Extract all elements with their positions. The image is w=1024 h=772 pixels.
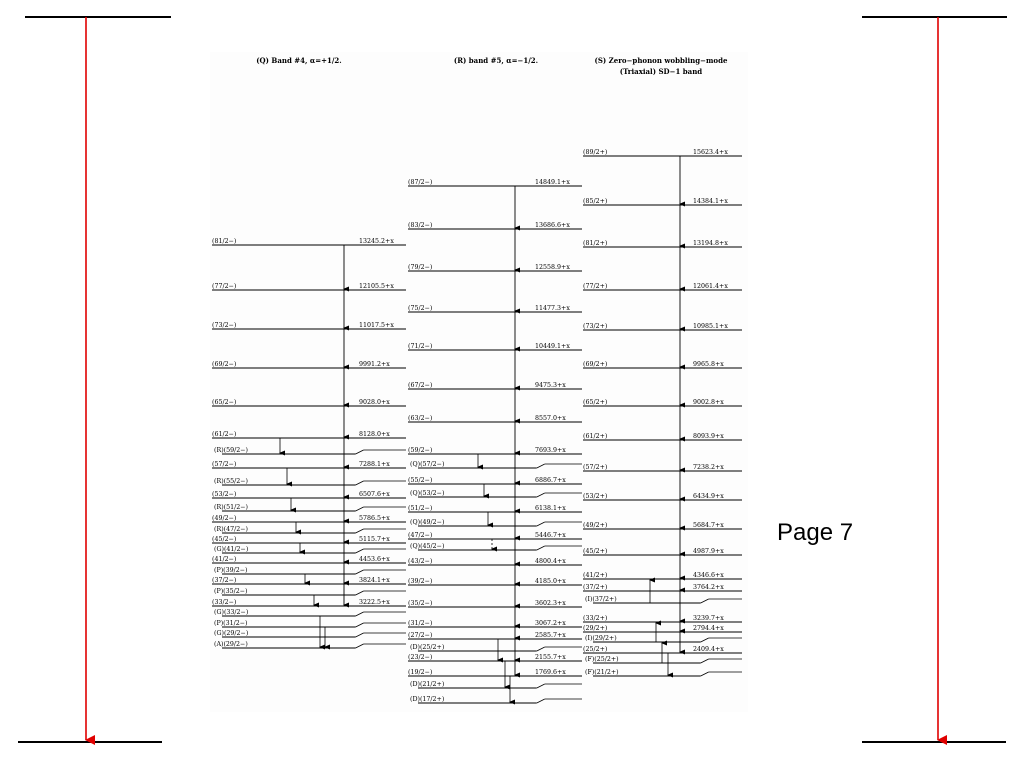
level-energy-label: 4453.6+x [359,556,390,563]
level-energy-label: 13194.8+x [693,240,728,247]
level-spin-label: (61/2−) [212,431,237,438]
level-spin-label: (37/2−) [212,577,237,584]
level-energy-label: 14384.1+x [693,198,728,205]
level-spin-label: (I)(37/2+) [585,596,617,603]
level-spin-label: (81/2−) [212,238,237,245]
level-energy-label: 12061.4+x [693,283,728,290]
level-energy-label: 3602.3+x [535,600,566,607]
level-energy-label: 2794.4+x [693,625,724,632]
level-spin-label: (R)(51/2−) [214,504,248,511]
level-energy-label: 4346.6+x [693,572,724,579]
level-spin-label: (P)(35/2−) [214,588,248,595]
level-energy-label: 5446.7+x [535,532,566,539]
level-spin-label: (59/2−) [408,447,433,454]
level-spin-label: (Q)(49/2−) [410,519,445,526]
level-spin-label: (Q)(53/2−) [410,490,445,497]
level-spin-label: (81/2+) [583,240,608,247]
level-spin-label: (23/2−) [408,654,433,661]
level-spin-label: (G)(33/2−) [214,609,249,616]
level-energy-label: 5684.7+x [693,522,724,529]
level-spin-label: (71/2−) [408,343,433,350]
level-energy-label: 1769.6+x [535,669,566,676]
level-energy-label: 4800.4+x [535,558,566,565]
level-energy-label: 9028.0+x [359,399,390,406]
level-energy-label: 5115.7+x [359,536,390,543]
level-energy-label: 2155.7+x [535,654,566,661]
level-energy-label: 6507.6+x [359,491,390,498]
level-spin-label: (65/2−) [212,399,237,406]
level-spin-label: (19/2−) [408,669,433,676]
level-energy-label: 8557.0+x [535,415,566,422]
level-spin-label: (P)(39/2−) [214,567,248,574]
level-energy-label: 3067.2+x [535,620,566,627]
level-energy-label: 3239.7+x [693,615,724,622]
level-spin-label: (D)(21/2+) [410,681,445,688]
level-energy-label: 3222.5+x [359,599,390,606]
level-spin-label: (45/2−) [212,536,237,543]
level-spin-label: (65/2+) [583,399,608,406]
level-spin-label: (F)(25/2+) [585,656,619,663]
level-spin-label: (41/2−) [212,556,237,563]
level-spin-label: (57/2+) [583,464,608,471]
level-spin-label: (Q)(57/2−) [410,461,445,468]
level-energy-label: 15623.4+x [693,149,728,156]
level-spin-label: (45/2+) [583,548,608,555]
level-spin-label: (29/2+) [583,625,608,632]
level-energy-label: 10985.1+x [693,323,728,330]
level-spin-label: (F)(21/2+) [585,669,619,676]
level-spin-label: (P)(31/2−) [214,620,248,627]
level-spin-label: (89/2+) [583,149,608,156]
level-energy-label: 3764.2+x [693,584,724,591]
level-spin-label: (87/2−) [408,179,433,186]
level-spin-label: (47/2−) [408,532,433,539]
level-energy-label: 14849.1+x [535,179,570,186]
diagram-panel [210,52,748,712]
column-title: (R) band #5, α=−1/2. [453,56,539,65]
level-energy-label: 9475.3+x [535,382,566,389]
level-energy-label: 8093.9+x [693,433,724,440]
level-energy-label: 2409.4+x [693,646,724,653]
level-spin-label: (77/2+) [583,283,608,290]
level-spin-label: (57/2−) [212,461,237,468]
level-spin-label: (39/2−) [408,578,433,585]
level-spin-label: (51/2−) [408,505,433,512]
level-spin-label: (A)(29/2−) [214,641,248,648]
level-energy-label: 9991.2+x [359,361,390,368]
column-title: (Q) Band #4, α=+1/2. [256,56,342,65]
level-energy-label: 8128.0+x [359,431,390,438]
level-energy-label: 7693.9+x [535,447,566,454]
level-spin-label: (33/2−) [212,599,237,606]
level-energy-label: 3824.1+x [359,577,390,584]
level-spin-label: (83/2−) [408,222,433,229]
level-spin-label: (61/2+) [583,433,608,440]
level-spin-label: (33/2+) [583,615,608,622]
level-spin-label: (69/2−) [212,361,237,368]
level-spin-label: (G)(29/2−) [214,630,249,637]
level-spin-label: (43/2−) [408,558,433,565]
level-spin-label: (31/2−) [408,620,433,627]
level-energy-label: 9965.8+x [693,361,724,368]
level-spin-label: (37/2+) [583,584,608,591]
level-spin-label: (55/2−) [408,477,433,484]
level-energy-label: 11477.3+x [535,305,570,312]
level-energy-label: 6434.9+x [693,493,724,500]
level-energy-label: 6886.7+x [535,477,566,484]
level-energy-label: 4185.0+x [535,578,566,585]
level-spin-label: (R)(47/2−) [214,526,248,533]
level-spin-label: (53/2−) [212,491,237,498]
level-energy-label: 4987.9+x [693,548,724,555]
level-spin-label: (85/2+) [583,198,608,205]
level-spin-label: (Q)(45/2−) [410,543,445,550]
column-title: (S) Zero−phonon wobbling−mode [594,56,728,65]
level-energy-label: 12105.5+x [359,283,394,290]
level-energy-label: 13686.6+x [535,222,570,229]
level-spin-label: (35/2−) [408,600,433,607]
level-spin-label: (I)(29/2+) [585,635,617,642]
level-energy-label: 10449.1+x [535,343,570,350]
level-energy-label: 5786.5+x [359,515,390,522]
level-spin-label: (27/2−) [408,632,433,639]
level-spin-label: (G)(41/2−) [214,546,249,553]
level-spin-label: (49/2+) [583,522,608,529]
level-spin-label: (75/2−) [408,305,433,312]
level-spin-label: (73/2−) [212,322,237,329]
page-number-label: Page 7 [777,519,854,546]
level-spin-label: (69/2+) [583,361,608,368]
level-spin-label: (53/2+) [583,493,608,500]
level-spin-label: (R)(55/2−) [214,478,248,485]
level-spin-label: (77/2−) [212,283,237,290]
level-spin-label: (41/2+) [583,572,608,579]
level-spin-label: (67/2−) [408,382,433,389]
level-spin-label: (73/2+) [583,323,608,330]
level-spin-label: (D)(25/2+) [410,644,445,651]
level-spin-label: (R)(59/2−) [214,447,248,454]
level-spin-label: (D)(17/2+) [410,696,445,703]
level-spin-label: (49/2−) [212,515,237,522]
level-energy-label: 11017.5+x [359,322,394,329]
level-energy-label: 12558.9+x [535,264,570,271]
level-spin-label: (63/2−) [408,415,433,422]
level-energy-label: 7288.1+x [359,461,390,468]
level-energy-label: 9002.8+x [693,399,724,406]
level-energy-label: 6138.1+x [535,505,566,512]
level-spin-label: (79/2−) [408,264,433,271]
level-energy-label: 13245.2+x [359,238,394,245]
level-energy-label: 2585.7+x [535,632,566,639]
column-title: (Triaxial) SD−1 band [619,67,703,76]
level-energy-label: 7238.2+x [693,464,724,471]
level-spin-label: (25/2+) [583,646,608,653]
